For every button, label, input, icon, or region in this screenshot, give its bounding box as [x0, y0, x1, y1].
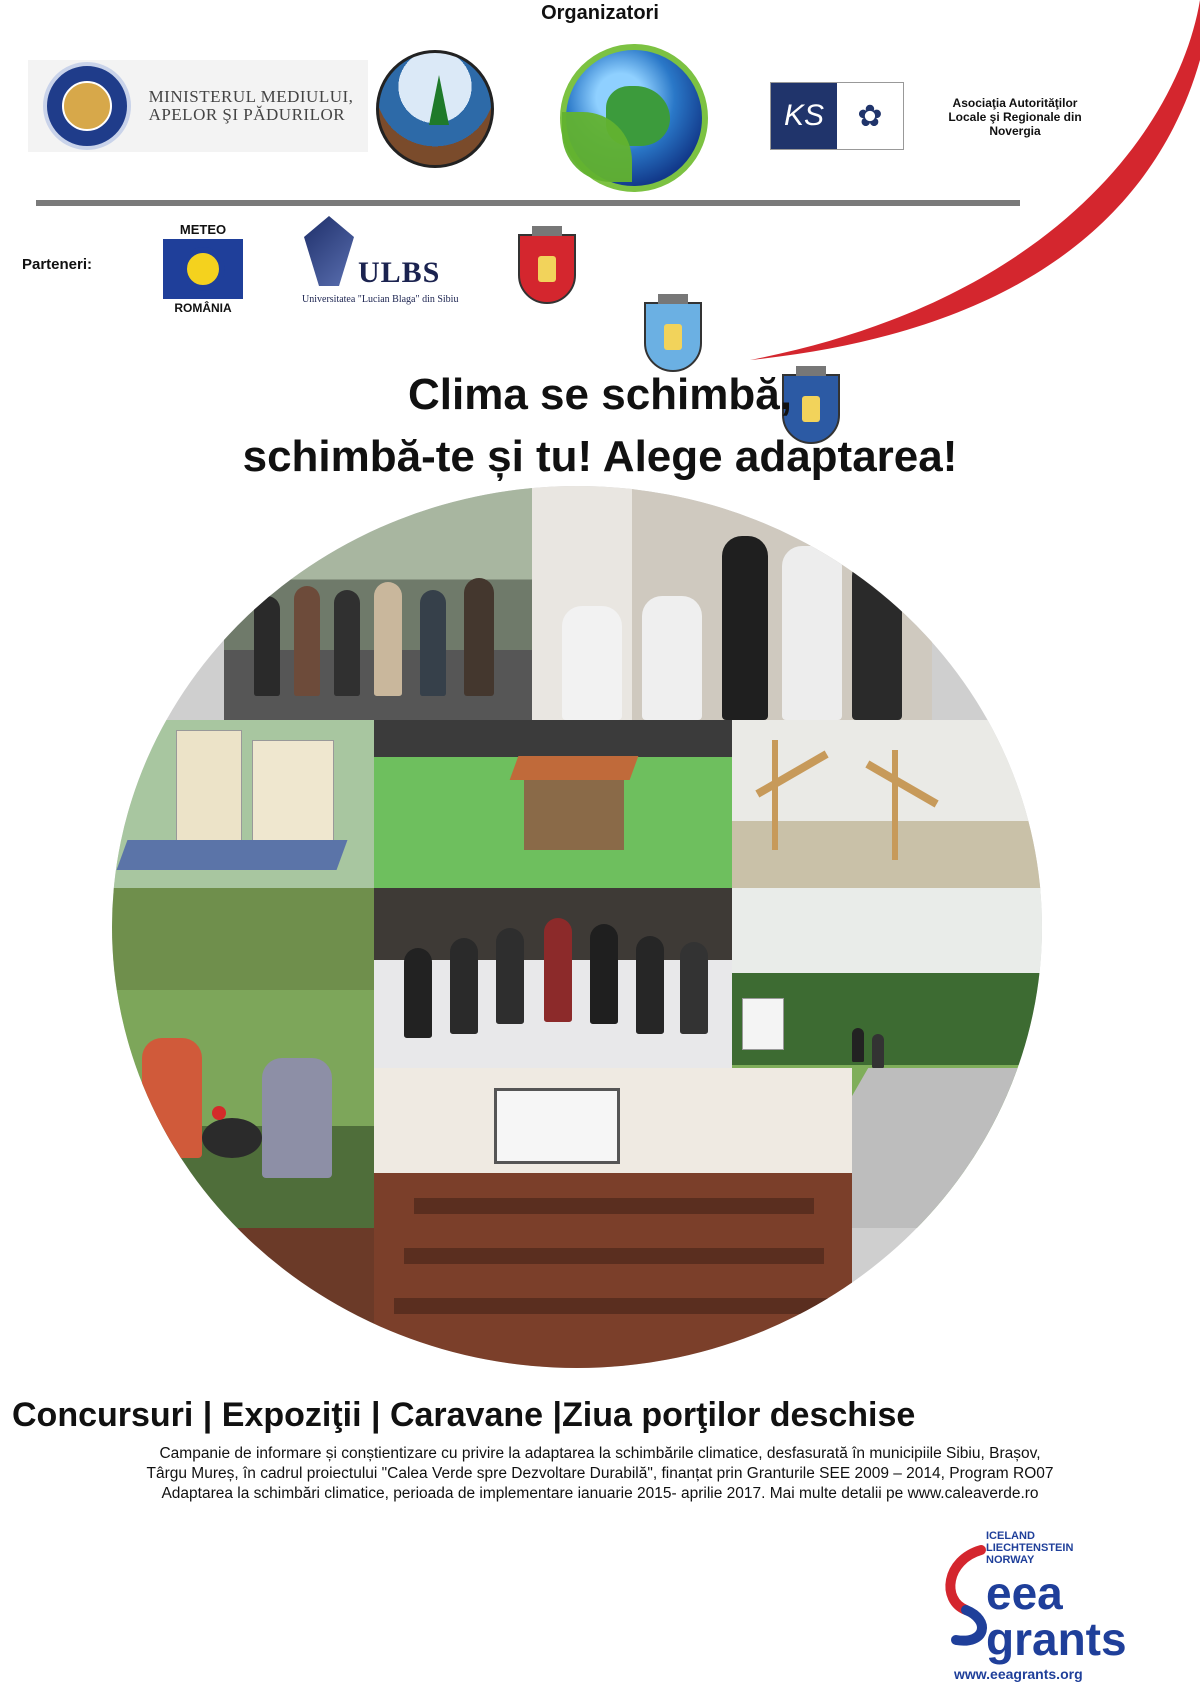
ks-logo [770, 82, 904, 150]
tree-icon [429, 75, 449, 125]
ministry-name-line2: APELOR ŞI PĂDURILOR [148, 105, 346, 124]
eea-word: eea [986, 1567, 1063, 1619]
partners-label: Parteneri: [22, 256, 93, 273]
ring-of-circles-icon: ✿ [837, 83, 903, 149]
eea-country-iceland: ICELAND [986, 1530, 1035, 1542]
ulbs-subtitle: Universitatea "Lucian Blaga" din Sibiu [302, 294, 459, 305]
ulbs-eagle-icon [304, 216, 354, 286]
calea-verde-logo [560, 44, 720, 192]
ulbs-logo [298, 212, 474, 312]
city-crest-icon [518, 234, 576, 304]
description-line1: Campanie de informare și conștientizare cu privire la adaptarea la schimbările climatice, desfasurată în municipiile Sibiu, Brașov, [159, 1445, 1041, 1462]
eea-countries [986, 1530, 1073, 1566]
norway-association-name: Asociaţia Autorităţilor Locale şi Regionale din Novergia [948, 96, 1082, 138]
activities-list: Concursuri | Expoziţii | Caravane |Ziua porţilor deschise [12, 1396, 916, 1434]
government-seal-icon [43, 62, 131, 150]
red-swoosh-decoration [740, 0, 1200, 370]
photo-gardening [112, 888, 374, 1228]
description-line2: Târgu Mureș, în cadrul proiectului "Calea Verde spre Dezvoltare Durabilă", finanțat prin Granturile SEE 2009 – 2014, Program RO07 [146, 1465, 1054, 1482]
headline-line2: schimbă-te și tu! Alege adaptarea! [242, 432, 958, 481]
apm-sibiu-logo [376, 50, 506, 170]
city-crest-icon [644, 302, 702, 372]
description-line3: Adaptarea la schimbări climatice, perioada de implementare ianuarie 2015- aprilie 2017. Mai multe detalii pe www.caleaverde.ro [161, 1485, 1039, 1502]
ulbs-name: ULBS [358, 256, 441, 289]
header-separator [36, 200, 1020, 206]
photo-wind-turbine-model [732, 720, 1042, 888]
organizers-title: Organizatori [541, 2, 659, 24]
eea-country-norway: NORWAY [986, 1554, 1035, 1566]
eea-website-link[interactable]: www.eeagrants.org [954, 1666, 1083, 1682]
ministry-logo [28, 60, 368, 152]
photo-outdoor-group [224, 486, 532, 720]
grants-word: grants [986, 1613, 1127, 1665]
photo-jumping-group [374, 888, 732, 1068]
headline-line1: Clima se schimbă, [408, 370, 792, 419]
photo-landscape-model [374, 720, 732, 888]
eea-grants-logo [936, 1530, 1152, 1690]
globe-leaf-icon [560, 44, 708, 192]
meteo-romania-logo [158, 222, 248, 314]
meteo-logo-icon [163, 239, 243, 299]
ministry-name-line1: MINISTERUL MEDIULUI, [148, 87, 354, 106]
photo-collage [112, 486, 1042, 1368]
meteo-top-text: METEO [179, 222, 227, 237]
ministry-name [149, 88, 354, 124]
eea-country-liechtenstein: LIECHTENSTEIN [986, 1542, 1074, 1554]
campaign-description [0, 1444, 1200, 1504]
photo-classroom [374, 1068, 852, 1368]
ks-logo-icon: KS [771, 83, 837, 149]
meteo-bottom-text: ROMÂNIA [174, 301, 232, 315]
photo-classroom-left [224, 1228, 374, 1368]
campaign-headline [0, 364, 1200, 488]
photo-students-indoor [532, 486, 932, 720]
photo-building-model [112, 720, 374, 888]
apm-logo-icon [376, 50, 494, 168]
